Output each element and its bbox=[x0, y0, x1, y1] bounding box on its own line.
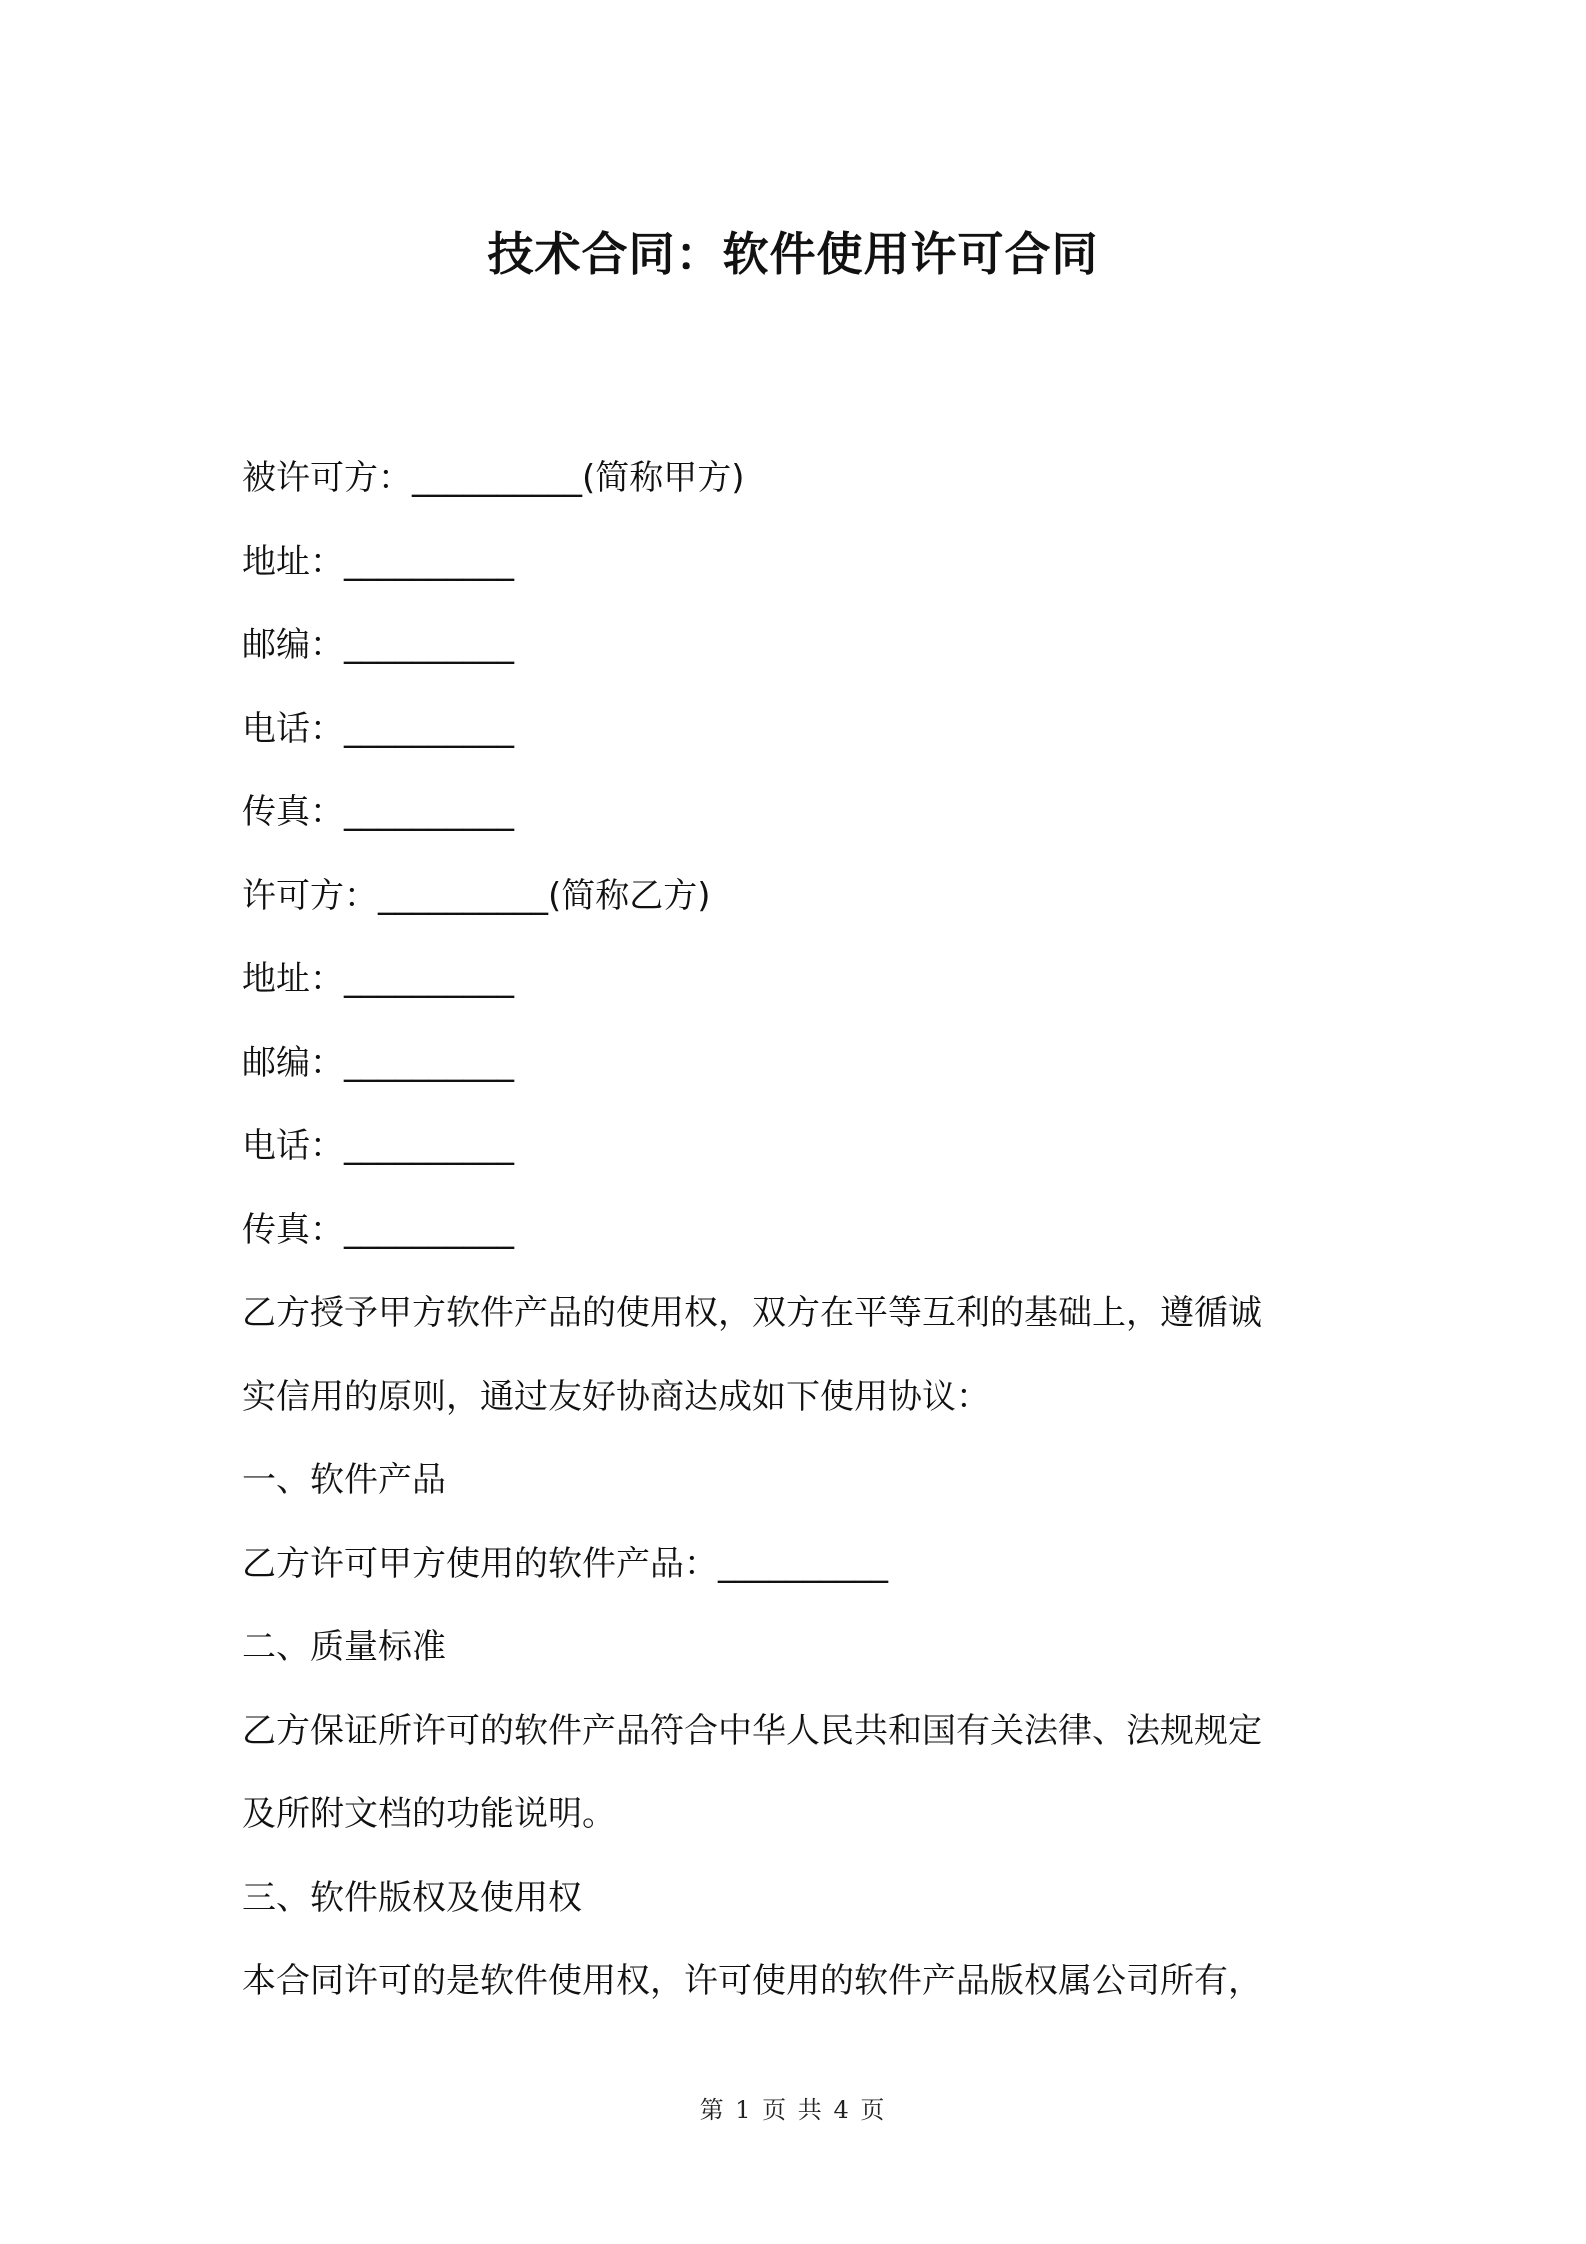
licensee-line: 被许可方：__________(简称甲方) bbox=[242, 458, 745, 498]
licensor-line: 许可方：__________(简称乙方) bbox=[242, 875, 711, 916]
section-2-text-line-2: 及所附文档的功能说明。 bbox=[242, 1794, 616, 1834]
section-2-heading: 二、质量标准 bbox=[242, 1627, 446, 1667]
section-1-text: 乙方许可甲方使用的软件产品：__________ bbox=[242, 1543, 888, 1584]
licensee-postcode-line: 邮编：__________ bbox=[242, 625, 514, 665]
licensee-address-line: 地址：__________ bbox=[242, 541, 514, 582]
licensee-phone-line: 电话：__________ bbox=[242, 708, 514, 749]
section-3-heading: 三、软件版权及使用权 bbox=[242, 1877, 582, 1918]
licensee-fax-line: 传真：__________ bbox=[242, 792, 514, 832]
licensor-address-line: 地址：__________ bbox=[242, 959, 514, 999]
section-3-text-line-1: 本合同许可的是软件使用权，许可使用的软件产品版权属公司所有， bbox=[242, 1961, 1262, 2001]
section-1-heading: 一、软件产品 bbox=[242, 1460, 446, 1500]
page-number-footer: 第 1 页 共 4 页 bbox=[699, 2096, 887, 2124]
preamble-line-2: 实信用的原则，通过友好协商达成如下使用协议： bbox=[242, 1376, 990, 1417]
licensor-phone-line: 电话：__________ bbox=[242, 1126, 514, 1166]
preamble-line-1: 乙方授予甲方软件产品的使用权，双方在平等互利的基础上，遵循诚 bbox=[242, 1293, 1262, 1333]
licensor-postcode-line: 邮编：__________ bbox=[242, 1042, 514, 1083]
document-title: 技术合同：软件使用许可合同 bbox=[487, 227, 1099, 281]
document-body bbox=[242, 449, 1362, 2036]
licensor-fax-line: 传真：__________ bbox=[242, 1209, 514, 1250]
section-2-text-line-1: 乙方保证所许可的软件产品符合中华人民共和国有关法律、法规规定 bbox=[242, 1710, 1262, 1751]
